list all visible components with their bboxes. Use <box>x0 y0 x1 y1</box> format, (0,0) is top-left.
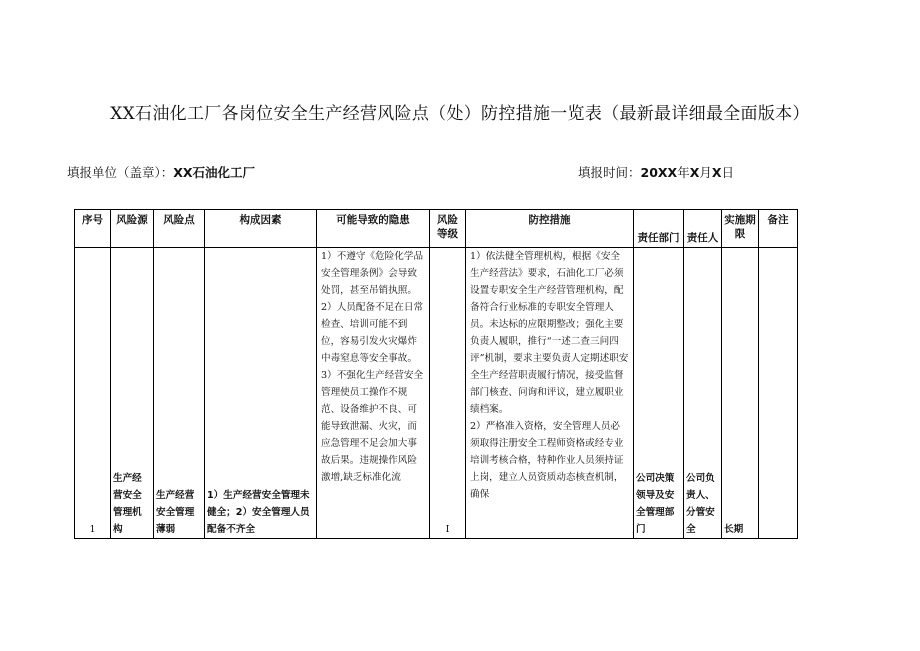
fill-time-day-unit: 日 <box>721 165 735 180</box>
fill-time-day: X <box>711 165 722 180</box>
cell-level: I <box>430 248 466 539</box>
hazard-item-3: 3）不强化生产经营安全管理使员工操作不规范、设备维护不良、可能导致泄漏、火灾，而应急管理不足会加大事故后果。违规操作风险激增,缺乏标准化流 <box>321 370 424 483</box>
cell-remark <box>759 248 798 539</box>
hazard-item-1: 1）不遵守《危险化学品安全管理条例》会导致处罚，甚至吊销执照。 <box>321 251 424 296</box>
header-remark: 备注 <box>759 210 798 248</box>
fill-time-year-unit: 年 <box>677 165 690 180</box>
cell-source: 生产经营安全管理机构 <box>111 248 154 539</box>
cell-point: 生产经营安全管理薄弱 <box>154 248 205 539</box>
hazard-item-2: 2）人员配备不足在日常检查、培训可能不到位，容易引发火灾爆炸中毒窒息等安全事故。 <box>321 302 424 364</box>
header-source: 风险源 <box>111 210 154 248</box>
cell-hazard <box>317 248 430 539</box>
header-cause: 构成因素 <box>205 210 317 248</box>
fill-time-month: X <box>689 165 700 180</box>
measure-item-1: 1）依法健全管理机构，根据《安全生产经营法》要求，石油化工厂必须设置专职安全生产经营管理机构，配备符合行业标准的专职安全管理人员。未达标的应限期整改；强化主要负责人履职，推行“一述二查三问四评”机制，要求主要负责人定期述职安全生产经营职责履行情况，接受监督部门核查、问询和评议，建立履职业绩档案。 <box>470 251 629 415</box>
cell-person: 公司负责人、分管安全 <box>684 248 722 539</box>
fill-time-label: 填报时间： <box>578 165 641 180</box>
header-hazard: 可能导致的隐患 <box>317 210 430 248</box>
header-seq: 序号 <box>75 210 111 248</box>
header-measures: 防控措施 <box>466 210 634 248</box>
header-point: 风险点 <box>154 210 205 248</box>
measure-item-2: 2）严格准入资格，安全管理人员必须取得注册安全工程师资格或经专业培训考核合格，特种作业人员须持证上岗，建立人员资质动态核查机制，确保 <box>470 421 624 500</box>
fill-unit-value: XX石油化工厂 <box>173 165 256 180</box>
fill-unit <box>67 163 255 181</box>
fill-unit-label: 填报单位（盖章）： <box>67 165 174 180</box>
cell-seq: 1 <box>75 248 111 539</box>
risk-table <box>74 209 798 539</box>
title-text: XX石油化工厂各岗位安全生产经营风险点（处）防控措施一览表（最新最详细最全面版本） <box>110 104 810 124</box>
page-title <box>0 99 920 124</box>
fill-time-month-unit: 月 <box>699 165 712 180</box>
header-level: 风险等级 <box>430 210 466 248</box>
cell-cause: 1）生产经营安全管理未健全；2）安全管理人员配备不齐全 <box>205 248 317 539</box>
table-row <box>75 248 798 539</box>
header-dept: 责任部门 <box>634 210 684 248</box>
cell-deadline: 长期 <box>722 248 759 539</box>
fill-time <box>578 163 734 181</box>
header-deadline: 实施期限 <box>722 210 759 248</box>
cell-measures <box>466 248 634 539</box>
cell-dept: 公司决策领导及安全管理部门 <box>634 248 684 539</box>
table-header-row <box>75 210 798 248</box>
fill-time-year: 20XX <box>640 165 678 180</box>
header-person: 责任人 <box>684 210 722 248</box>
